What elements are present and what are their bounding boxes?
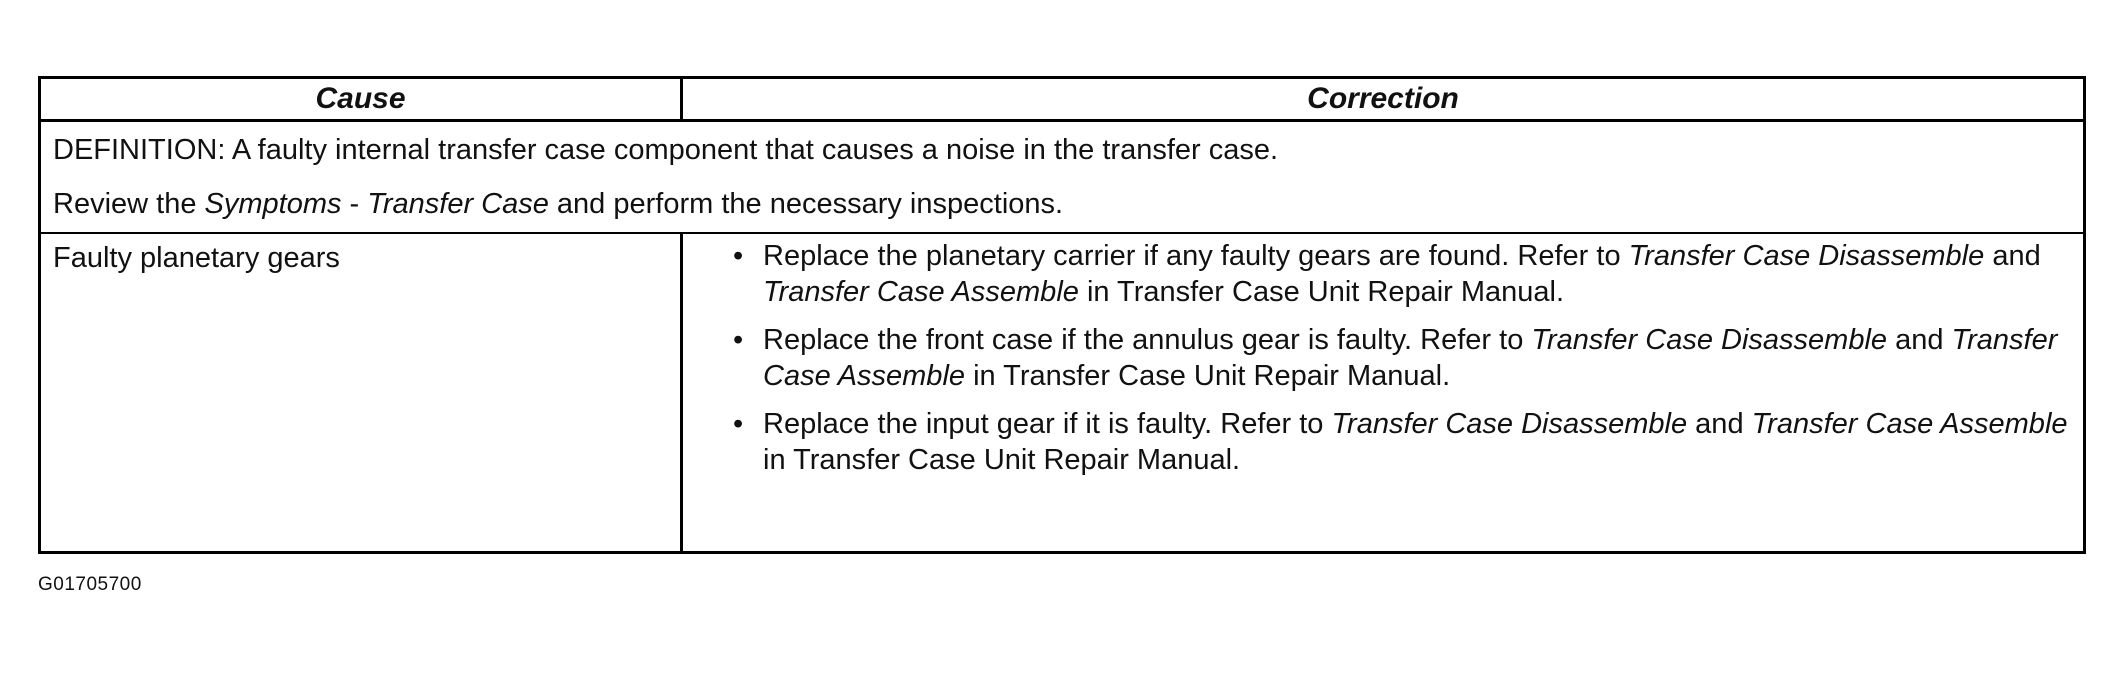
definition-text: DEFINITION: A faulty internal transfer case component that causes a noise in the transfer case.	[53, 134, 1279, 166]
column-divider	[680, 234, 683, 551]
bullet-icon: •	[733, 324, 744, 356]
review-ref-symptoms: Symptoms	[204, 188, 342, 220]
header-cause: Cause	[315, 82, 406, 115]
correction-text: Replace the input gear if it is faulty. Refer to	[763, 408, 1332, 440]
correction-cell	[725, 238, 2075, 490]
correction-item	[725, 322, 2075, 394]
header-correction: Correction	[1307, 82, 1459, 115]
review-prefix: Review the	[53, 188, 205, 220]
bullet-icon: •	[733, 408, 744, 440]
bullet-icon: •	[733, 240, 744, 272]
correction-text: in Transfer Case Unit Repair Manual.	[965, 360, 1451, 392]
ref-assemble: Transfer Case Assemble	[763, 324, 2058, 392]
review-row	[41, 178, 2083, 234]
review-sep: -	[341, 188, 368, 220]
figure-id: G01705700	[38, 574, 142, 595]
cause-cell: Faulty planetary gears	[53, 242, 340, 274]
correction-text: and	[1984, 240, 2041, 272]
correction-text: Replace the planetary carrier if any faulty gears are found. Refer to	[763, 240, 1629, 272]
ref-disassemble: Transfer Case Disassemble	[1628, 240, 1985, 272]
ref-disassemble: Transfer Case Disassemble	[1531, 324, 1888, 356]
review-suffix: and perform the necessary inspections.	[548, 188, 1064, 220]
review-ref-transfer-case: Transfer Case	[367, 188, 549, 220]
correction-text: in Transfer Case Unit Repair Manual.	[763, 444, 1241, 476]
diagnostic-table	[38, 76, 2086, 554]
correction-text: in Transfer Case Unit Repair Manual.	[1078, 276, 1565, 308]
table-row	[41, 234, 2083, 551]
correction-item	[725, 238, 2075, 310]
definition-row	[41, 122, 2083, 178]
ref-assemble: Transfer Case Assemble	[1751, 408, 2068, 440]
table-header-row	[41, 79, 2083, 122]
ref-disassemble: Transfer Case Disassemble	[1331, 408, 1688, 440]
correction-text: and	[1687, 408, 1752, 440]
correction-item	[725, 406, 2075, 478]
correction-text: Replace the front case if the annulus gear is faulty. Refer to	[763, 324, 1532, 356]
ref-assemble: Transfer Case Assemble	[763, 276, 1079, 308]
correction-text: and	[1887, 324, 1952, 356]
